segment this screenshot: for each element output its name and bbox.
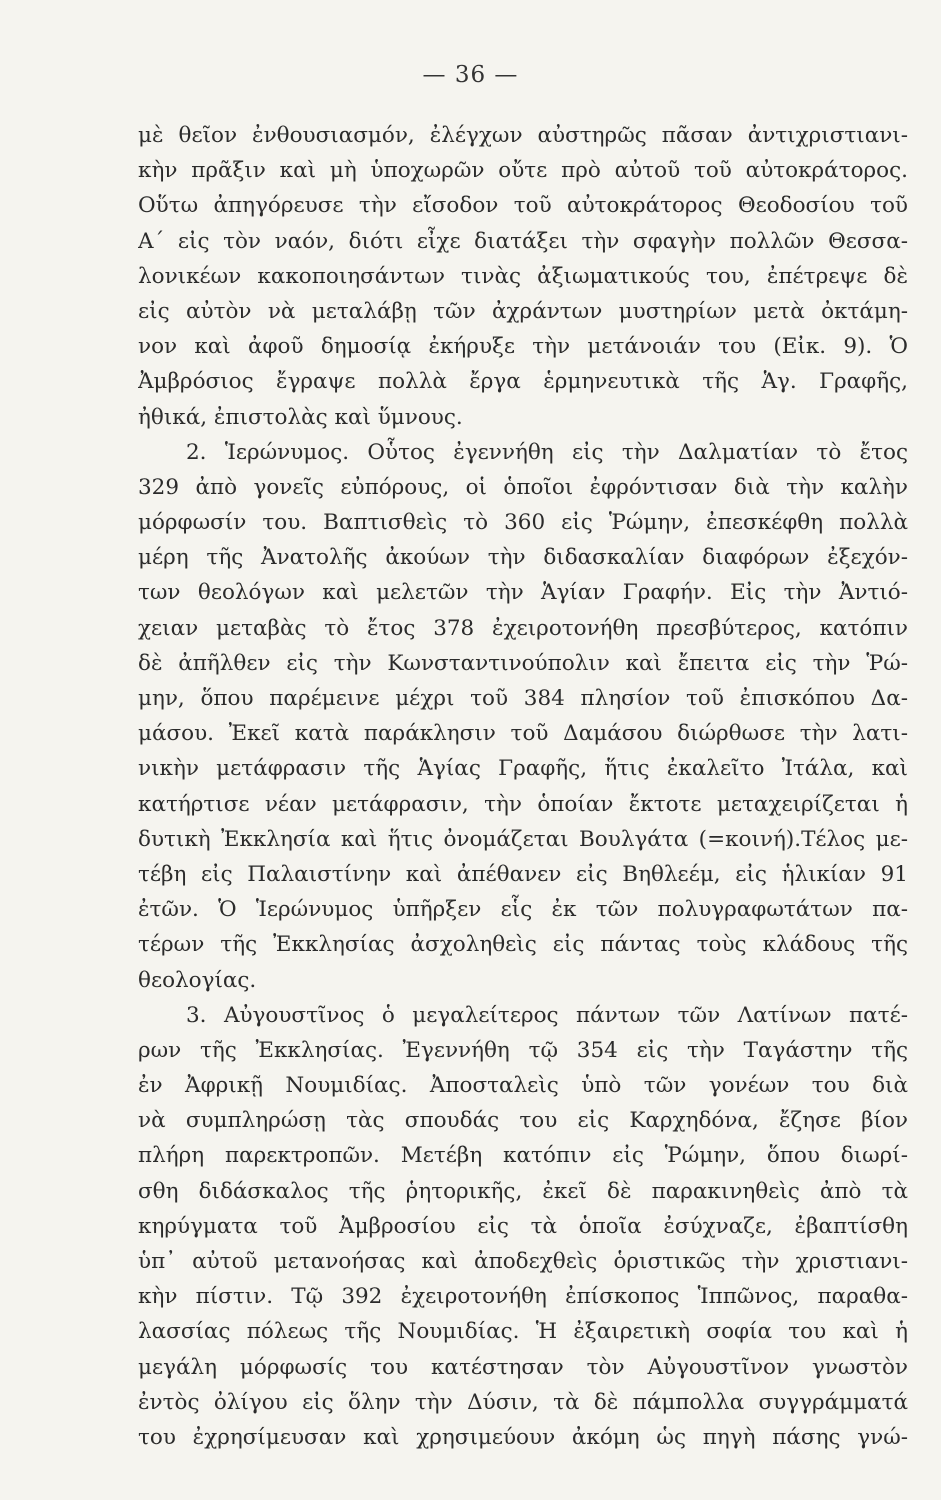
text-line: ὑπ᾽ αὐτοῦ μετανοήσας καὶ ἀποδεχθεὶς ὁριστικῶς τὴν χριστιανι- <box>138 1249 908 1274</box>
text-line: τέρων τῆς Ἐκκλησίας ἀσχοληθεὶς εἰς πάντας τοὺς κλάδους τῆς <box>138 932 908 958</box>
text-line: Οὕτω ἀπηγόρευσε τὴν εἴσοδον τοῦ αὐτοκράτορος Θεοδοσίου τοῦ <box>138 193 908 219</box>
text-line: δὲ ἀπῆλθεν εἰς τὴν Κωνσταντινούπολιν καὶ ἔπειτα εἰς τὴν Ῥώ- <box>138 650 908 676</box>
text-line: των θεολόγων καὶ μελετῶν τὴν Ἁγίαν Γραφήν. Εἰς τὴν Ἀντιό- <box>138 580 908 606</box>
text-line: ρων τῆς Ἐκκλησίας. Ἐγεννήθη τῷ 354 εἰς τὴν Ταγάστην τῆς <box>138 1037 908 1063</box>
text-line: λονικέων κακοποιησάντων τινὰς ἀξιωματικούς του, ἐπέτρεψε δὲ <box>138 263 908 289</box>
text-line: μόρφωσίν του. Βαπτισθεὶς τὸ 360 εἰς Ῥώμην, ἐπεσκέφθη πολλὰ <box>138 510 908 536</box>
text-line: νὰ συμπληρώσῃ τὰς σπουδάς του εἰς Καρχηδόνα, ἔζησε βίον <box>138 1108 908 1134</box>
text-line: θεολογίας. <box>138 967 257 993</box>
text-line: λασσίας πόλεως τῆς Νουμιδίας. Ἡ ἐξαιρετικὴ σοφία του καὶ ἡ <box>138 1319 908 1345</box>
text-line: μέρη τῆς Ἀνατολῆς ἀκούων τὴν διδασκαλίαν διαφόρων ἐξεχόν- <box>138 545 908 571</box>
text-line: Α´ εἰς τὸν ναόν, διότι εἶχε διατάξει τὴν σφαγὴν πολλῶν Θεσσα- <box>138 228 908 254</box>
body-text <box>138 118 908 1455</box>
text-line: κὴν πρᾶξιν καὶ μὴ ὑποχωρῶν οὔτε πρὸ αὐτοῦ τοῦ αὐτοκράτορος. <box>138 158 908 184</box>
text-line: πλήρη παρεκτροπῶν. Μετέβη κατόπιν εἰς Ῥώμην, ὅπου διωρί- <box>138 1143 908 1169</box>
text-line: ἠθικά, ἐπιστολὰς καὶ ὕμνους. <box>138 404 463 430</box>
text-line: τέβη εἰς Παλαιστίνην καὶ ἀπέθανεν εἰς Βηθλεέμ, εἰς ἡλικίαν 91 <box>138 861 908 887</box>
text-line: ἐν Ἀφρικῇ Νουμιδίας. Ἀποσταλεὶς ὑπὸ τῶν γονέων του διὰ <box>138 1073 908 1099</box>
text-line: κατήρτισε νέαν μετάφρασιν, τὴν ὁποίαν ἔκτοτε μεταχειρίζεται ἡ <box>138 791 908 817</box>
text-line: κηρύγματα τοῦ Ἀμβροσίου εἰς τὰ ὁποῖα ἐσύχναζε, ἐβαπτίσθη <box>138 1213 908 1239</box>
text-line: ἐντὸς ὀλίγου εἰς ὅλην τὴν Δύσιν, τὰ δὲ πάμπολλα συγγράμματά <box>138 1389 908 1415</box>
text-line: δυτικὴ Ἐκκλησία καὶ ἥτις ὀνομάζεται Βουλγάτα (=κοινή).Τέλος με- <box>138 826 908 852</box>
text-line: σθη διδάσκαλος τῆς ῥητορικῆς, ἐκεῖ δὲ παρακινηθεὶς ἀπὸ τὰ <box>138 1178 908 1204</box>
text-line: 2. Ἱερώνυμος. Οὗτος ἐγεννήθη εἰς τὴν Δαλματίαν τὸ ἔτος <box>186 439 908 465</box>
text-line: μην, ὅπου παρέμεινε μέχρι τοῦ 384 πλησίον τοῦ ἐπισκόπου Δα- <box>138 686 908 711</box>
text-line: κὴν πίστιν. Τῷ 392 ἐχειροτονήθη ἐπίσκοπος Ἱππῶνος, παραθα- <box>138 1284 908 1310</box>
text-line: του ἐχρησίμευσαν καὶ χρησιμεύουν ἀκόμη ὡς πηγὴ πάσης γνώ- <box>138 1424 908 1450</box>
text-line: μεγάλη μόρφωσίς του κατέστησαν τὸν Αὐγουστῖνον γνωστὸν <box>138 1354 908 1380</box>
page-number: — 36 — <box>422 62 519 88</box>
text-line: μὲ θεῖον ἐνθουσιασμόν, ἐλέγχων αὐστηρῶς πᾶσαν ἀντιχριστιανι- <box>138 123 908 148</box>
text-line: ἐτῶν. Ὁ Ἱερώνυμος ὑπῆρξεν εἷς ἐκ τῶν πολυγραφωτάτων πα- <box>138 897 908 923</box>
text-line: εἰς αὐτὸν νὰ μεταλάβῃ τῶν ἀχράντων μυστηρίων μετὰ ὀκτάμη- <box>138 298 908 324</box>
text-line: χειαν μεταβὰς τὸ ἔτος 378 ἐχειροτονήθη πρεσβύτερος, κατόπιν <box>138 615 908 641</box>
text-line: νικὴν μετάφρασιν τῆς Ἁγίας Γραφῆς, ἥτις ἐκαλεῖτο Ἰτάλα, καὶ <box>138 756 908 782</box>
text-line: Ἀμβρόσιος ἔγραψε πολλὰ ἔργα ἑρμηνευτικὰ τῆς Ἁγ. Γραφῆς, <box>138 369 908 395</box>
text-line: μάσου. Ἐκεῖ κατὰ παράκλησιν τοῦ Δαμάσου διώρθωσε τὴν λατι- <box>138 721 908 747</box>
text-line: 329 ἀπὸ γονεῖς εὐπόρους, οἱ ὁποῖοι ἐφρόντισαν διὰ τὴν καλὴν <box>138 474 908 500</box>
text-line: 3. Αὐγουστῖνος ὁ μεγαλείτερος πάντων τῶν Λατίνων πατέ- <box>186 1002 908 1028</box>
text-line: νον καὶ ἀφοῦ δημοσίᾳ ἐκήρυξε τὴν μετάνοιάν του (Εἰκ. 9). Ὁ <box>138 334 908 360</box>
